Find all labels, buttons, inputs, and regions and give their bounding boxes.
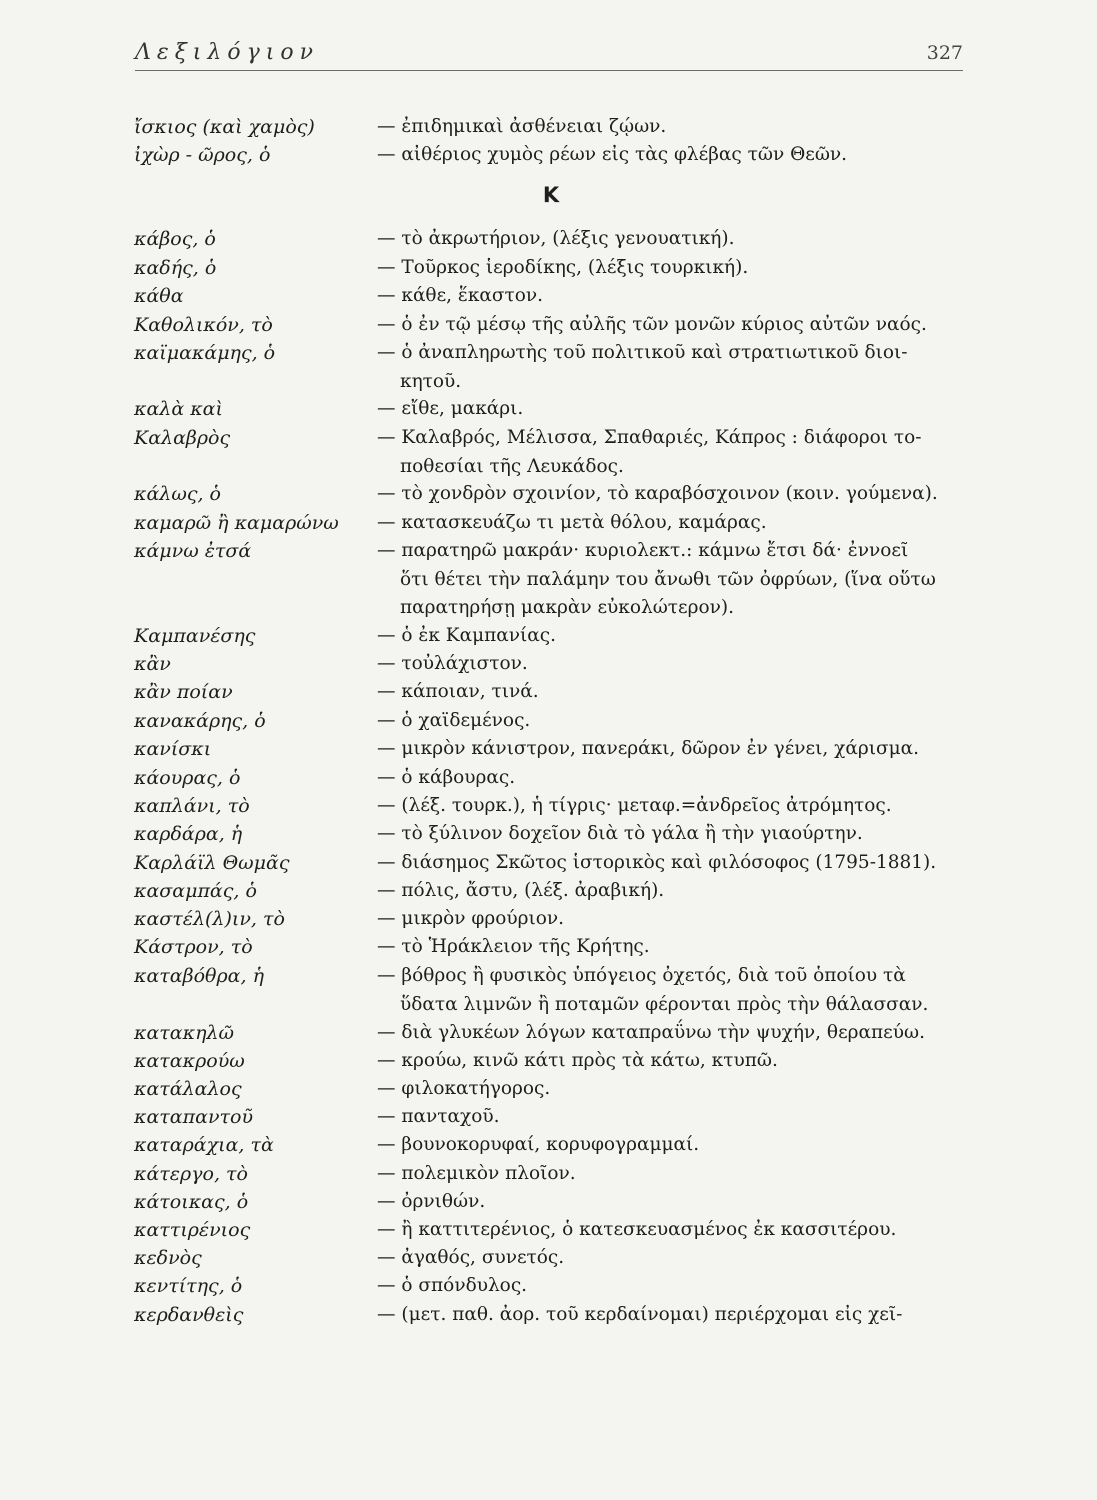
definition-line: — παρατηρῶ μακράν· κυριολεκτ.: κάμνω ἔτσι δά· ἐννοεῖ [377, 540, 909, 561]
entry-term: κανίσκι [134, 738, 212, 760]
entry-term: καττιρένιος [134, 1219, 251, 1241]
entry-term: κερδανθεὶς [134, 1304, 244, 1326]
running-title: Λεξιλόγιον [135, 40, 320, 65]
definition-line: — ὁ ἀναπληρωτὴς τοῦ πολιτικοῦ καὶ στρατιωτικοῦ διοι- [377, 342, 908, 363]
entry-definition [377, 962, 972, 1019]
definition-line: ὕδατα λιμνῶν ἢ ποταμῶν φέρονται πρὸς τὴν θάλασσαν. [400, 993, 929, 1015]
entry-definition [377, 424, 972, 481]
entry-definition [377, 1272, 972, 1301]
definition-line: — αἰθέριος χυμὸς ρέων εἰς τὰς φλέβας τῶν Θεῶν. [377, 144, 848, 165]
entry-definition [377, 1019, 972, 1048]
entry-term: κατακηλῶ [134, 1022, 235, 1044]
definition-line: — Τοῦρκος ἱεροδίκης, (λέξις τουρκική). [377, 257, 749, 278]
entry-term: κάλως, ὁ [134, 483, 221, 505]
entry-definition [377, 1244, 972, 1273]
definition-line: — ὁ ἐν τῷ μέσῳ τῆς αὐλῆς τῶν μονῶν κύριος αὐτῶν ναός. [377, 314, 927, 335]
entry-term: κἂν ποίαν [134, 681, 233, 703]
entry-term: καταπαντοῦ [134, 1106, 254, 1128]
entry-definition [377, 1301, 972, 1330]
entry-term: καστέλ(λ)ιν, τὸ [134, 908, 285, 930]
entry-definition [377, 141, 972, 170]
entry-definition [377, 1188, 972, 1217]
definition-line: — κάθε, ἕκαστον. [377, 285, 544, 306]
entry-term: ἴσκιος (καὶ χαμὸς) [134, 116, 315, 138]
definition-line: ποθεσίαι τῆς Λευκάδος. [400, 455, 624, 477]
entry-term: καλὰ καὶ [134, 398, 223, 420]
definition-line: παρατηρήσῃ μακρὰν εὐκολώτερον). [400, 597, 734, 618]
entry-term: κάβος, ὁ [134, 228, 216, 250]
definition-line: — ὁ κάβουρας. [377, 767, 516, 788]
entry-term: Καθολικόν, τὸ [134, 314, 273, 336]
entry-term: καϊμακάμης, ὁ [134, 342, 276, 364]
definition-line: — κρούω, κινῶ κάτι πρὸς τὰ κάτω, κτυπῶ. [377, 1050, 778, 1071]
entry-definition [377, 792, 972, 821]
entry-definition [377, 1131, 972, 1160]
entry-definition [377, 225, 972, 254]
entry-term: καπλάνι, τὸ [134, 795, 250, 817]
entry-definition [377, 1160, 972, 1189]
entry-term: κἂν [134, 653, 171, 675]
definition-line: — τοὐλάχιστον. [377, 653, 528, 674]
definition-line: — ὁ σπόνδυλος. [377, 1275, 528, 1296]
entry-term: καταράχια, τὰ [134, 1134, 274, 1156]
definition-line: — ὁ χαϊδεμένος. [377, 710, 531, 731]
entry-term: καδής, ὁ [134, 257, 217, 279]
entry-definition [377, 282, 972, 311]
entry-definition [377, 622, 972, 651]
definition-line: κητοῦ. [400, 370, 462, 392]
definition-line: — ὁ ἐκ Καμπανίας. [377, 625, 556, 646]
entry-term: κασαμπάς, ὁ [134, 880, 257, 902]
page-number: 327 [926, 42, 963, 64]
entry-definition [377, 678, 972, 707]
entry-term: κάτεργο, τὸ [134, 1163, 248, 1185]
definition-line: — ἐπιδημικαὶ ἀσθένειαι ζῴων. [377, 116, 667, 137]
entry-term: κατακρούω [134, 1050, 245, 1072]
entry-definition [377, 311, 972, 340]
definition-line: — (λέξ. τουρκ.), ἡ τίγρις· μεταφ.=ἀνδρεῖος ἀτρόμητος. [377, 795, 892, 816]
entry-term: Κάστρον, τὸ [134, 936, 253, 958]
entry-definition [377, 849, 972, 878]
entry-definition [377, 1216, 972, 1245]
section-letter-heading: Κ [542, 183, 560, 207]
definition-line: — πολεμικὸν πλοῖον. [377, 1163, 576, 1184]
entry-definition [377, 820, 972, 849]
entry-definition [377, 905, 972, 934]
entry-term: κάμνω ἐτσά [134, 540, 252, 562]
definition-line: — ἢ καττιτερένιος, ὁ κατεσκευασμένος ἐκ κασσιτέρου. [377, 1219, 897, 1240]
definition-line: — μικρὸν κάνιστρον, πανεράκι, δῶρον ἐν γένει, χάρισμα. [377, 738, 919, 759]
entry-term: κατάλαλος [134, 1078, 242, 1100]
entry-definition [377, 339, 972, 396]
definition-line: — διὰ γλυκέων λόγων καταπραΰνω τὴν ψυχήν, θεραπεύω. [377, 1022, 925, 1043]
definition-line: — μικρὸν φρούριον. [377, 908, 564, 929]
entry-term: καρδάρα, ἡ [134, 823, 243, 845]
definition-line: — εἴθε, μακάρι. [377, 398, 524, 419]
entry-term: Καρλάϊλ Θωμᾶς [134, 852, 290, 874]
entry-definition [377, 509, 972, 538]
entry-term: καταβόθρα, ἡ [134, 965, 264, 987]
definition-line: — τὸ Ἡράκλειον τῆς Κρήτης. [377, 936, 650, 957]
definition-line: — βόθρος ἢ φυσικὸς ὑπόγειος ὀχετός, διὰ τοῦ ὁποίου τὰ [377, 965, 906, 986]
definition-line: — διάσημος Σκῶτος ἱστορικὸς καὶ φιλόσοφος (1795-1881). [377, 852, 937, 873]
entry-definition [377, 480, 972, 509]
definition-line: — τὸ ἀκρωτήριον, (λέξις γενουατική). [377, 228, 735, 249]
entry-definition [377, 877, 972, 906]
entry-definition [377, 113, 972, 142]
definition-line: — (μετ. παθ. ἀορ. τοῦ κερδαίνομαι) περιέρχομαι εἰς χεῖ- [377, 1304, 903, 1325]
entry-definition [377, 537, 972, 623]
entry-definition [377, 707, 972, 736]
entry-definition [377, 764, 972, 793]
entry-definition [377, 1103, 972, 1132]
definition-line: — κάποιαν, τινά. [377, 681, 539, 702]
entry-definition [377, 933, 972, 962]
entry-definition [377, 395, 972, 424]
definition-line: — φιλοκατήγορος. [377, 1078, 551, 1099]
entry-term: καμαρῶ ἢ καμαρώνω [134, 512, 339, 534]
definition-line: — κατασκευάζω τι μετὰ θόλου, καμάρας. [377, 512, 767, 533]
entry-definition [377, 254, 972, 283]
definition-line: ὅτι θέτει τὴν παλάμην του ἄνωθι τῶν ὀφρύων, (ἵνα οὕτω [400, 568, 936, 590]
entry-term: κάθα [134, 285, 184, 307]
entry-definition [377, 735, 972, 764]
entry-term: Καμπανέσης [134, 625, 256, 647]
entry-term: κεδνὸς [134, 1247, 202, 1269]
definition-line: — ὀρνιθών. [377, 1191, 486, 1212]
entry-term: κανακάρης, ὁ [134, 710, 266, 732]
definition-line: — πανταχοῦ. [377, 1106, 500, 1127]
entry-definition [377, 650, 972, 679]
definition-line: — πόλις, ἄστυ, (λέξ. ἀραβική). [377, 880, 665, 901]
entry-term: κεντίτης, ὁ [134, 1275, 243, 1297]
entry-definition [377, 1047, 972, 1076]
definition-line: — τὸ ξύλινον δοχεῖον διὰ τὸ γάλα ἢ τὴν γιαούρτην. [377, 823, 863, 844]
entry-definition [377, 1075, 972, 1104]
entry-term: ἰχὼρ - ῶρος, ὁ [134, 144, 271, 166]
definition-line: — Καλαβρός, Μέλισσα, Σπαθαριές, Κάπρος : διάφοροι το- [377, 427, 922, 448]
definition-line: — τὸ χονδρὸν σχοινίον, τὸ καραβόσχοινον (κοιν. γούμενα). [377, 483, 938, 504]
entry-term: κάτοικας, ὁ [134, 1191, 249, 1213]
entry-term: κάουρας, ὁ [134, 767, 241, 789]
definition-line: — ἀγαθός, συνετός. [377, 1247, 565, 1268]
entry-term: Καλαβρὸς [134, 427, 231, 449]
definition-line: — βουνοκορυφαί, κορυφογραμμαί. [377, 1134, 700, 1155]
